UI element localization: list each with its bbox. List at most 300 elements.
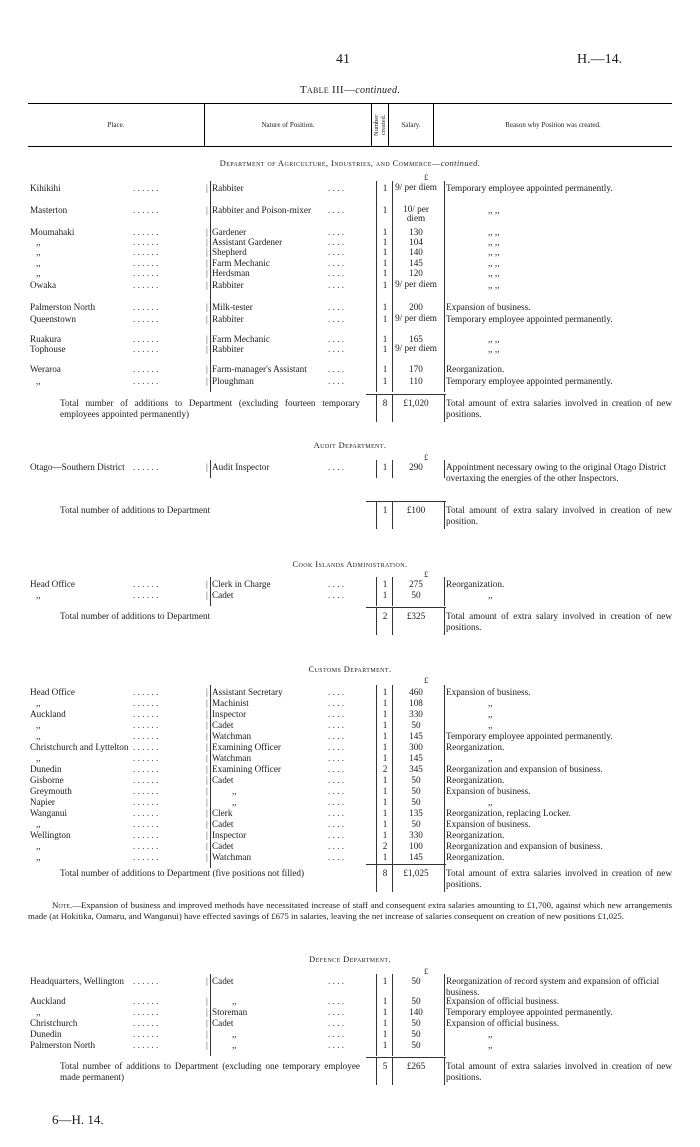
total-reason: Total amount of extra salaries involved in creation of new positions. — [446, 1061, 672, 1082]
reason-cell: Temporary employee appointed permanently. — [446, 314, 613, 324]
reason-cell: ,, ,, — [488, 280, 500, 290]
position-cell: Gardener — [212, 227, 247, 237]
salary-cell: 145 — [409, 753, 423, 763]
number-cell: 1 — [382, 247, 388, 257]
number-cell: 1 — [382, 709, 388, 719]
leader-dots: . . . . — [328, 237, 345, 247]
section-title-text: Department of Agriculture, Industries, and Commerce— — [219, 158, 441, 168]
vline-salary — [392, 577, 393, 606]
vline-total-reason — [444, 864, 445, 892]
vline-total-reason — [444, 1057, 445, 1085]
vline-total-salary — [392, 1057, 393, 1085]
leader-dots: . . . . — [328, 698, 345, 708]
number-cell: 1 — [382, 786, 388, 796]
leader-dots: . . . . . . — [133, 852, 159, 862]
note-text: —Expansion of business and improved methods have necessitated increase of staff and consequent extra salaries amounting to £1,700, against which new arrangements made (at Hokitika, Oamaru, and Wanganui) have effected savings of £675 in salaries, leaving the net increase of salaries consequent on creation of new positions £1,025. — [28, 900, 672, 921]
salary-cell: 290 — [409, 462, 423, 472]
cell-divider: | — [206, 698, 208, 708]
leader-dots: . . . . — [328, 258, 345, 268]
number-cell: 1 — [382, 1018, 388, 1028]
total-number: 1 — [382, 505, 388, 515]
number-cell: 1 — [382, 183, 388, 193]
leader-dots: . . . . . . — [133, 590, 159, 600]
reason-cell: ,, — [488, 1029, 493, 1039]
total-salary: £325 — [406, 611, 426, 621]
vline-total-number — [376, 864, 377, 892]
total-reason: Total amount of extra salary involved in creation of new position. — [446, 505, 672, 526]
cell-divider: | — [206, 280, 208, 290]
leader-dots: . . . . — [328, 205, 345, 215]
number-cell: 2 — [382, 841, 388, 851]
position-cell: Cadet — [212, 775, 234, 785]
cell-divider: | — [206, 753, 208, 763]
number-cell: 1 — [382, 314, 388, 324]
leader-dots: . . . . — [328, 786, 345, 796]
salary-cell: 170 — [409, 364, 423, 374]
position-cell: Storeman — [212, 1007, 248, 1017]
leader-dots: . . . . . . — [133, 720, 159, 730]
number-cell: 1 — [382, 830, 388, 840]
cell-divider: | — [206, 709, 208, 719]
section-title — [0, 158, 700, 168]
cell-divider: | — [206, 764, 208, 774]
cell-divider: | — [206, 976, 208, 986]
leader-dots: . . . . — [328, 344, 345, 354]
table-title-suffix: continued. — [355, 85, 401, 96]
salary-cell: 50 — [411, 1029, 421, 1039]
total-label: Total number of additions to Department (five positions not filled) — [60, 868, 305, 878]
number-cell: 1 — [382, 731, 388, 741]
reason-cell: ,, ,, — [488, 258, 500, 268]
header-reason: Reason why Position was created. — [434, 104, 673, 147]
leader-dots: . . . . . . — [133, 698, 159, 708]
leader-dots: . . . . . . — [133, 376, 159, 386]
salary-cell: 50 — [411, 797, 421, 807]
cell-divider: | — [206, 786, 208, 796]
section-title — [0, 559, 700, 569]
reason-cell: Expansion of official business. — [446, 996, 560, 1006]
total-rule — [366, 1057, 446, 1058]
leader-dots: . . . . . . — [133, 797, 159, 807]
salary-cell: 50 — [411, 786, 421, 796]
cell-divider: | — [206, 1040, 208, 1050]
leader-dots: . . . . — [328, 334, 345, 344]
vline-salary — [392, 181, 393, 392]
position-cell: Assistant Secretary — [212, 687, 283, 697]
vline-total-number — [376, 501, 377, 529]
vline-total-number — [376, 607, 377, 635]
leader-dots: . . . . — [328, 1029, 345, 1039]
leader-dots: . . . . — [328, 1040, 345, 1050]
number-cell: 1 — [382, 1029, 388, 1039]
vline-position — [210, 577, 211, 606]
place-cell: Greymouth — [30, 786, 72, 796]
position-cell: Machinist — [212, 698, 249, 708]
reason-cell: ,, — [488, 1040, 493, 1050]
position-cell: Herdsman — [212, 268, 250, 278]
place-cell: Wellington — [30, 830, 71, 840]
place-cell: ,, — [36, 720, 41, 730]
leader-dots: . . . . . . — [133, 334, 159, 344]
vline-total-salary — [392, 864, 393, 892]
reason-cell: ,, — [488, 720, 493, 730]
place-cell: Palmerston North — [30, 1040, 96, 1050]
place-cell: Dunedin — [30, 764, 62, 774]
leader-dots: . . . . . . — [133, 1029, 159, 1039]
salary-cell: 145 — [409, 731, 423, 741]
total-salary: £265 — [406, 1061, 426, 1071]
salary-cell: 300 — [409, 742, 423, 752]
leader-dots: . . . . — [328, 462, 345, 472]
reason-cell: ,, — [488, 709, 493, 719]
reason-cell: Reorganization. — [446, 775, 505, 785]
position-cell: Assistant Gardener — [212, 237, 283, 247]
salary-cell: 10/ per diem — [403, 204, 429, 223]
table-title-prefix: Table III— — [299, 84, 356, 96]
position-cell: ,, — [232, 797, 237, 807]
position-cell: Rabbiter — [212, 183, 244, 193]
position-cell: Cadet — [212, 590, 234, 600]
number-cell: 1 — [382, 579, 388, 589]
place-cell: ,, — [36, 247, 41, 257]
reason-cell: Reorganization. — [446, 742, 505, 752]
reason-cell: ,, — [488, 797, 493, 807]
number-cell: 1 — [382, 237, 388, 247]
position-cell: Rabbiter — [212, 344, 244, 354]
reason-cell: Temporary employee appointed permanently. — [446, 183, 613, 193]
number-cell: 1 — [382, 687, 388, 697]
currency-symbol: £ — [424, 172, 429, 182]
vline-total-salary — [392, 394, 393, 422]
salary-cell: 50 — [411, 819, 421, 829]
vline-salary — [392, 974, 393, 1056]
reason-cell: ,, ,, — [488, 268, 500, 278]
position-cell: Farm Mechanic — [212, 258, 270, 268]
position-cell: Watchman — [212, 753, 252, 763]
position-cell: Shepherd — [212, 247, 247, 257]
leader-dots: . . . . . . — [133, 280, 159, 290]
position-cell: Rabbiter — [212, 314, 244, 324]
cell-divider: | — [206, 720, 208, 730]
salary-cell: 130 — [409, 227, 423, 237]
salary-cell: 108 — [409, 698, 423, 708]
cell-divider: | — [206, 205, 208, 215]
salary-cell: 140 — [409, 1007, 423, 1017]
reason-cell: Reorganization. — [446, 579, 505, 589]
vline-reason — [444, 577, 445, 606]
section-title-text: Cook Islands Administration. — [292, 559, 408, 569]
place-cell: Head Office — [30, 579, 75, 589]
number-cell: 1 — [382, 797, 388, 807]
cell-divider: | — [206, 687, 208, 697]
vline-total-salary — [392, 607, 393, 635]
number-cell: 1 — [382, 1007, 388, 1017]
reason-cell: Expansion of business. — [446, 687, 531, 697]
place-cell: Weraroa — [30, 364, 61, 374]
leader-dots: . . . . — [328, 227, 345, 237]
position-cell: Farm-manager's Assistant — [212, 364, 307, 374]
leader-dots: . . . . — [328, 314, 345, 324]
position-cell: Watchman — [212, 852, 252, 862]
reason-cell: ,, ,, — [488, 344, 500, 354]
salary-cell: 100 — [409, 841, 423, 851]
vline-reason — [444, 460, 445, 478]
leader-dots: . . . . . . — [133, 579, 159, 589]
leader-dots: . . . . . . — [133, 709, 159, 719]
document-code: H.—14. — [577, 52, 623, 67]
total-reason: Total amount of extra salary involved in creation of new positions. — [446, 611, 672, 632]
number-cell: 1 — [382, 698, 388, 708]
salary-cell: 135 — [409, 808, 423, 818]
reason-cell: ,, ,, — [488, 247, 500, 257]
reason-cell: Temporary employee appointed permanently. — [446, 731, 613, 741]
salary-cell: 9/ per diem — [395, 182, 437, 192]
cell-divider: | — [206, 841, 208, 851]
leader-dots: . . . . — [328, 302, 345, 312]
position-cell: ,, — [232, 996, 237, 1006]
place-cell: ,, — [36, 1007, 41, 1017]
position-cell: Farm Mechanic — [212, 334, 270, 344]
leader-dots: . . . . — [328, 830, 345, 840]
currency-symbol: £ — [424, 452, 429, 462]
leader-dots: . . . . — [328, 1007, 345, 1017]
place-cell: ,, — [36, 376, 41, 386]
leader-dots: . . . . — [328, 797, 345, 807]
cell-divider: | — [206, 830, 208, 840]
leader-dots: . . . . . . — [133, 753, 159, 763]
number-cell: 1 — [382, 742, 388, 752]
cell-divider: | — [206, 227, 208, 237]
leader-dots: . . . . . . — [133, 344, 159, 354]
place-cell: Christchurch and Lyttelton — [30, 742, 129, 752]
reason-cell: Temporary employee appointed permanently. — [446, 376, 613, 386]
place-cell: Ruakura — [30, 334, 62, 344]
cell-divider: | — [206, 579, 208, 589]
salary-cell: 145 — [409, 852, 423, 862]
cell-divider: | — [206, 334, 208, 344]
reason-cell: ,, — [488, 590, 493, 600]
place-cell: ,, — [36, 753, 41, 763]
number-cell: 1 — [382, 590, 388, 600]
salary-cell: 165 — [409, 334, 423, 344]
reason-cell: Reorganization of record system and expansion of official business. — [446, 976, 660, 997]
cell-divider: | — [206, 808, 208, 818]
leader-dots: . . . . . . — [133, 764, 159, 774]
number-cell: 1 — [382, 280, 388, 290]
number-cell: 1 — [382, 976, 388, 986]
place-cell: Queenstown — [30, 314, 76, 324]
place-cell: Christchurch — [30, 1018, 78, 1028]
leader-dots: . . . . . . — [133, 268, 159, 278]
reason-cell: ,, — [488, 698, 493, 708]
leader-dots: . . . . — [328, 808, 345, 818]
cell-divider: | — [206, 1029, 208, 1039]
leader-dots: . . . . — [328, 709, 345, 719]
leader-dots: . . . . — [328, 775, 345, 785]
leader-dots: . . . . — [328, 687, 345, 697]
place-cell: Owaka — [30, 280, 57, 290]
salary-cell: 330 — [409, 830, 423, 840]
place-cell: Masterton — [30, 205, 68, 215]
vline-total-number — [376, 394, 377, 422]
leader-dots: . . . . — [328, 376, 345, 386]
vline-position — [210, 974, 211, 1056]
cell-divider: | — [206, 731, 208, 741]
reason-cell: Expansion of official business. — [446, 1018, 560, 1028]
table-header — [28, 103, 672, 147]
place-cell: ,, — [36, 258, 41, 268]
currency-symbol: £ — [424, 675, 429, 685]
number-cell: 1 — [382, 364, 388, 374]
total-rule — [366, 864, 446, 865]
number-cell: 1 — [382, 753, 388, 763]
header-number — [372, 104, 389, 147]
position-cell: Audit Inspector — [212, 462, 270, 472]
header-position: Nature of Position. — [205, 104, 372, 147]
cell-divider: | — [206, 996, 208, 1006]
position-cell: Inspector — [212, 709, 247, 719]
salary-cell: 460 — [409, 687, 423, 697]
salary-cell: 200 — [409, 302, 423, 312]
salary-cell: 104 — [409, 237, 423, 247]
header-place: Place. — [28, 104, 205, 147]
total-salary: £100 — [406, 505, 426, 515]
position-cell: ,, — [232, 1029, 237, 1039]
place-cell: ,, — [36, 268, 41, 278]
salary-cell: 345 — [409, 764, 423, 774]
reason-cell: ,, ,, — [488, 237, 500, 247]
salary-cell: 50 — [411, 720, 421, 730]
position-cell: Examining Officer — [212, 764, 281, 774]
leader-dots: . . . . . . — [133, 830, 159, 840]
position-cell: Cadet — [212, 720, 234, 730]
leader-dots: . . . . — [328, 280, 345, 290]
table-title — [0, 84, 700, 96]
vline-reason — [444, 181, 445, 392]
salary-cell: 275 — [409, 579, 423, 589]
total-number: 8 — [382, 398, 388, 408]
vline-position — [210, 181, 211, 392]
leader-dots: . . . . . . — [133, 742, 159, 752]
leader-dots: . . . . — [328, 841, 345, 851]
leader-dots: . . . . . . — [133, 302, 159, 312]
salary-cell: 110 — [409, 376, 423, 386]
cell-divider: | — [206, 819, 208, 829]
salary-cell: 9/ per diem — [395, 279, 437, 289]
leader-dots: . . . . . . — [133, 258, 159, 268]
number-cell: 1 — [382, 720, 388, 730]
cell-divider: | — [206, 462, 208, 472]
leader-dots: . . . . . . — [133, 462, 159, 472]
vline-total-reason — [444, 394, 445, 422]
reason-cell: Expansion of business. — [446, 819, 531, 829]
reason-cell: Reorganization and expansion of business. — [446, 764, 603, 774]
leader-dots: . . . . . . — [133, 1040, 159, 1050]
vline-number — [376, 181, 377, 392]
note-paragraph — [28, 900, 672, 922]
place-cell: ,, — [36, 841, 41, 851]
vline-total-reason — [444, 501, 445, 529]
place-cell: ,, — [36, 237, 41, 247]
leader-dots: . . . . . . — [133, 996, 159, 1006]
number-cell: 1 — [382, 227, 388, 237]
reason-cell: ,, — [488, 753, 493, 763]
reason-cell: Expansion of business. — [446, 786, 531, 796]
vline-reason — [444, 685, 445, 868]
leader-dots: . . . . . . — [133, 364, 159, 374]
cell-divider: | — [206, 797, 208, 807]
leader-dots: . . . . — [328, 976, 345, 986]
place-cell: Palmerston North — [30, 302, 96, 312]
leader-dots: . . . . — [328, 720, 345, 730]
leader-dots: . . . . — [328, 753, 345, 763]
leader-dots: . . . . . . — [133, 237, 159, 247]
salary-cell: 50 — [411, 1040, 421, 1050]
leader-dots: . . . . — [328, 183, 345, 193]
section-title — [0, 664, 700, 674]
cell-divider: | — [206, 364, 208, 374]
salary-cell: 50 — [411, 775, 421, 785]
place-cell: ,, — [36, 852, 41, 862]
leader-dots: . . . . — [328, 268, 345, 278]
total-rule — [366, 501, 446, 502]
leader-dots: . . . . — [328, 819, 345, 829]
place-cell: ,, — [36, 698, 41, 708]
currency-symbol: £ — [424, 569, 429, 579]
number-cell: 1 — [382, 334, 388, 344]
total-label: Total number of additions to Department (excluding one temporary employee made permanent) — [60, 1061, 360, 1082]
cell-divider: | — [206, 247, 208, 257]
leader-dots: . . . . . . — [133, 314, 159, 324]
position-cell: Milk-tester — [212, 302, 253, 312]
total-label: Total number of additions to Department (excluding fourteen temporary employees appointed permanently) — [60, 398, 360, 419]
salary-cell: 9/ per diem — [395, 313, 437, 323]
reason-cell: Appointment necessary owing to the original Otago District overtaxing the energies of the other Inspectors. — [446, 462, 667, 483]
position-cell: Examining Officer — [212, 742, 281, 752]
place-cell: Kihikihi — [30, 183, 61, 193]
place-cell: Tophouse — [30, 344, 66, 354]
total-rule — [366, 394, 446, 395]
reason-cell: ,, ,, — [488, 227, 500, 237]
total-label: Total number of additions to Department — [60, 611, 211, 621]
number-cell: 1 — [382, 258, 388, 268]
cell-divider: | — [206, 775, 208, 785]
leader-dots: . . . . — [328, 247, 345, 257]
footer-code: 6—H. 14. — [52, 1112, 104, 1127]
place-cell: Gisborne — [30, 775, 64, 785]
reason-cell: Expansion of business. — [446, 302, 531, 312]
salary-cell: 50 — [411, 976, 421, 986]
total-number: 8 — [382, 868, 388, 878]
place-cell: Headquarters, Wellington — [30, 976, 125, 986]
position-cell: Cadet — [212, 819, 234, 829]
position-cell: Clerk — [212, 808, 233, 818]
position-cell: Watchman — [212, 731, 252, 741]
leader-dots: . . . . . . — [133, 205, 159, 215]
leader-dots: . . . . . . — [133, 687, 159, 697]
reason-cell: Temporary employee appointed permanently. — [446, 1007, 613, 1017]
note-label: Note. — [52, 900, 73, 910]
cell-divider: | — [206, 314, 208, 324]
leader-dots: . . . . — [328, 996, 345, 1006]
vline-number — [376, 685, 377, 868]
number-cell: 1 — [382, 376, 388, 386]
leader-dots: . . . . . . — [133, 786, 159, 796]
leader-dots: . . . . . . — [133, 841, 159, 851]
salary-cell: 50 — [411, 1018, 421, 1028]
place-cell: Napier — [30, 797, 55, 807]
salary-cell: 140 — [409, 247, 423, 257]
